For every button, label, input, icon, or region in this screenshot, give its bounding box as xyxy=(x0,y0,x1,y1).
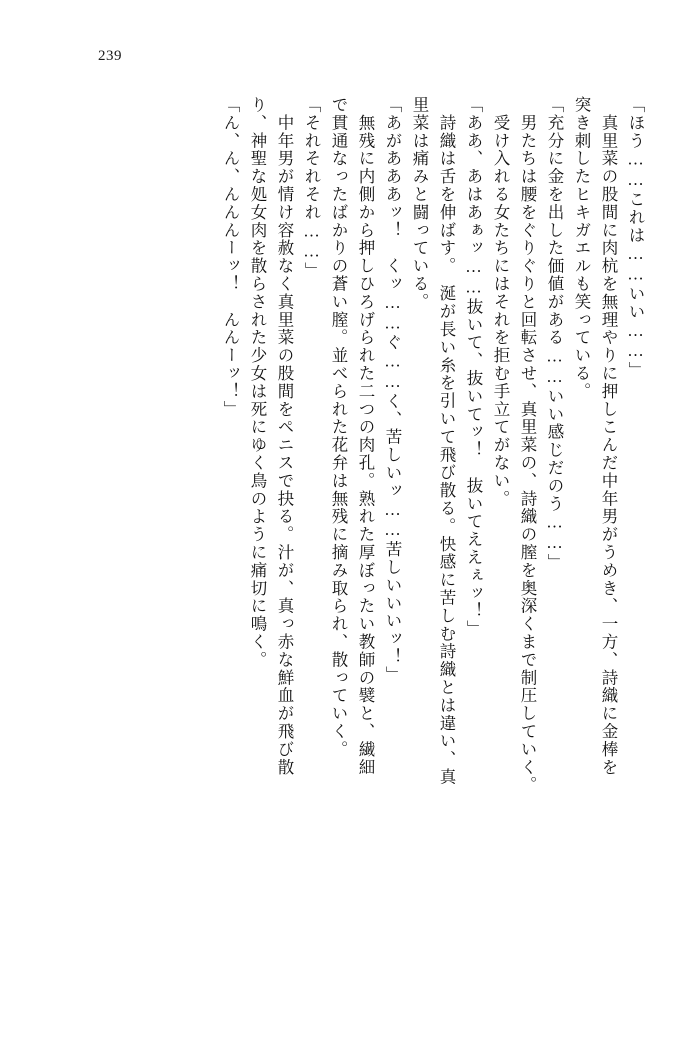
vertical-text-body xyxy=(83,96,643,996)
text-column: 「ああ、あはあぁッ……抜いて、抜いてッ！ 抜いてええぇッ！」 xyxy=(464,96,483,638)
text-column: で貫通なったばかりの蒼い膣。並べられた花弁は無残に摘み取られ、散っていく。 xyxy=(329,96,348,759)
text-column: 突き刺したヒキガエルも笑っている。 xyxy=(572,96,591,401)
text-column: 受け入れる女たちにはそれを拒む手立てがない。 xyxy=(491,96,510,508)
text-column: 「ほう……これは……いい……」 xyxy=(626,96,645,380)
text-column: 「ん、ん、んんんーッ！ んんーッ！」 xyxy=(221,96,240,419)
text-column: 詩織は舌を伸ばす。 涎が長い糸を引いて飛び散る。快感に苦しむ詩織とは違い、真 xyxy=(437,96,456,786)
text-column: 男たちは腰をぐりぐりと回転させ、真里菜の、詩織の膣を奥深くまで制圧していく。 xyxy=(518,96,537,795)
text-column: 「それそれそれ……」 xyxy=(302,96,321,280)
text-column: 無残に内側から押しひろげられた二つの肉孔。熟れた厚ぼったい教師の襞と、繊細 xyxy=(356,96,375,777)
text-column: 真里菜の股間に肉杭を無理やりに押しこんだ中年男がうめき、一方、詩織に金棒を xyxy=(599,96,618,777)
text-column: 「あがあああッ！ くッ……ぐ……く、苦しいッ……苦しいいいッ！」 xyxy=(383,96,402,684)
text-column: 中年男が情け容赦なく真里菜の股間をペニスで抉る。汁が、真っ赤な鮮血が飛び散 xyxy=(275,96,294,777)
text-column: り、神聖な処女肉を散らされた少女は死にゆく鳥のように痛切に鳴く。 xyxy=(248,96,267,669)
text-column: 「充分に金を出した価値がある……いい感じだのう……」 xyxy=(545,96,564,572)
page-number: 239 xyxy=(98,48,122,64)
text-column: 里菜は痛みと闘っている。 xyxy=(410,96,429,311)
